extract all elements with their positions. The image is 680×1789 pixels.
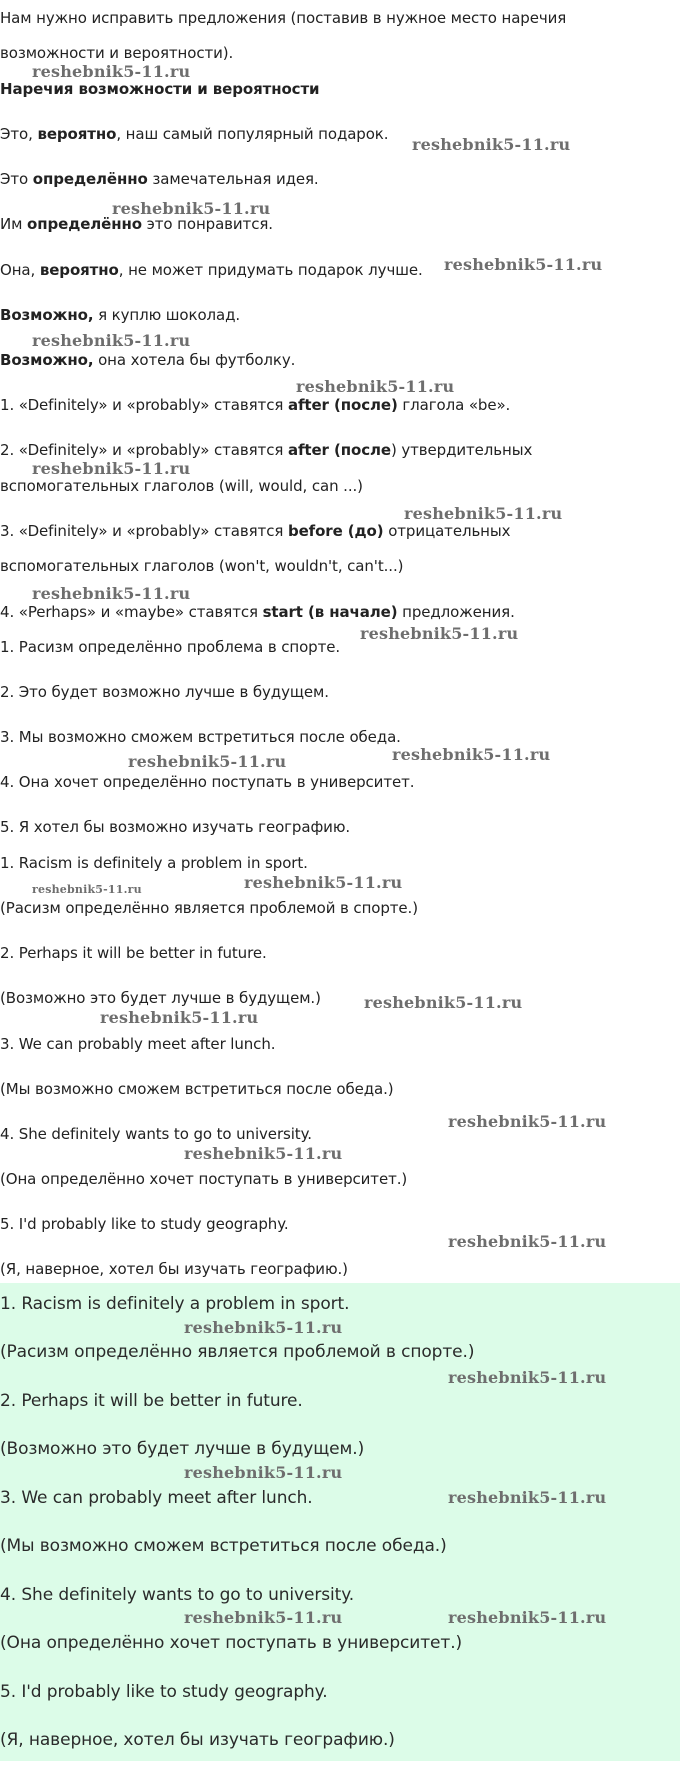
intro-line-2: возможности и вероятности). <box>0 44 234 62</box>
example-6: Возможно, она хотела бы футболку. <box>0 351 296 369</box>
watermark: reshebnik5-11.ru <box>32 62 191 81</box>
answer-box-ru: (Она определённо хочет поступать в университет.) <box>0 1633 463 1653</box>
watermark: reshebnik5-11.ru <box>112 199 271 218</box>
answer-en: 5. I'd probably like to study geography. <box>0 1215 289 1233</box>
watermark: reshebnik5-11.ru <box>412 135 571 154</box>
example-3: Им определённо это понравится. <box>0 215 273 233</box>
watermark: reshebnik5-11.ru <box>296 377 455 396</box>
watermark: reshebnik5-11.ru <box>448 1232 607 1251</box>
intro-line-1: Нам нужно исправить предложения (поставив в нужное место наречия <box>0 9 567 27</box>
section-title-text: Наречия возможности и вероятности <box>0 80 320 98</box>
watermark: reshebnik5-11.ru <box>448 1608 607 1627</box>
watermark: reshebnik5-11.ru <box>360 624 519 643</box>
watermark: reshebnik5-11.ru <box>444 255 603 274</box>
answer-box-en: 3. We can probably meet after lunch. <box>0 1488 313 1508</box>
answer-box-ru: (Мы возможно сможем встретиться после обеда.) <box>0 1536 447 1556</box>
watermark: reshebnik5-11.ru <box>100 1008 259 1027</box>
answer-box-en: 4. She definitely wants to go to university. <box>0 1585 355 1605</box>
rule-3-cont: вспомогательных глаголов (won't, wouldn't, can't...) <box>0 557 404 575</box>
answer-ru: (Она определённо хочет поступать в университет.) <box>0 1170 408 1188</box>
answer-ru: (Возможно это будет лучше в будущем.) <box>0 989 321 1007</box>
watermark: reshebnik5-11.ru <box>364 993 523 1012</box>
answer-ru: (Я, наверное, хотел бы изучать географию.) <box>0 1260 348 1278</box>
example-5: Возможно, я куплю шоколад. <box>0 306 241 324</box>
exercise-item: 2. Это будет возможно лучше в будущем. <box>0 683 329 701</box>
exercise-item: 4. Она хочет определённо поступать в университет. <box>0 773 415 791</box>
section-title <box>0 79 319 99</box>
watermark: reshebnik5-11.ru <box>32 584 191 603</box>
answer-box-en: 1. Racism is definitely a problem in sport. <box>0 1294 350 1314</box>
watermark: reshebnik5-11.ru <box>448 1112 607 1131</box>
watermark: reshebnik5-11.ru <box>184 1463 343 1482</box>
answer-en: 4. She definitely wants to go to university. <box>0 1125 312 1143</box>
rule-3: 3. «Definitely» и «probably» ставятся before (до) отрицательных <box>0 522 511 540</box>
example-1: Это, вероятно, наш самый популярный подарок. <box>0 125 389 143</box>
rule-2-cont: вспомогательных глаголов (will, would, can ...) <box>0 477 363 495</box>
exercise-item: 5. Я хотел бы возможно изучать географию. <box>0 818 351 836</box>
answer-en: 1. Racism is definitely a problem in sport. <box>0 854 308 872</box>
watermark: reshebnik5-11.ru <box>32 459 191 478</box>
exercise-item: 3. Мы возможно сможем встретиться после обеда. <box>0 728 401 746</box>
exercise-item: 1. Расизм определённо проблема в спорте. <box>0 638 341 656</box>
answer-box-ru: (Расизм определённо является проблемой в спорте.) <box>0 1342 475 1362</box>
watermark: reshebnik5-11.ru <box>448 1368 607 1387</box>
answer-ru: (Расизм определённо является проблемой в спорте.) <box>0 899 418 917</box>
watermark: reshebnik5-11.ru <box>184 1144 343 1163</box>
watermark: reshebnik5-11.ru <box>184 1608 343 1627</box>
watermark: reshebnik5-11.ru <box>32 883 142 896</box>
rule-1: 1. «Definitely» и «probably» ставятся after (после) глагола «be». <box>0 396 511 414</box>
answer-box-en: 2. Perhaps it will be better in future. <box>0 1391 303 1411</box>
watermark: reshebnik5-11.ru <box>392 745 551 764</box>
example-2: Это определённо замечательная идея. <box>0 170 319 188</box>
watermark: reshebnik5-11.ru <box>448 1488 607 1507</box>
example-4: Она, вероятно, не может придумать подарок лучше. <box>0 261 423 279</box>
answer-box-ru: (Возможно это будет лучше в будущем.) <box>0 1439 365 1459</box>
answer-box-ru: (Я, наверное, хотел бы изучать географию.) <box>0 1730 395 1750</box>
watermark: reshebnik5-11.ru <box>128 752 287 771</box>
watermark: reshebnik5-11.ru <box>184 1318 343 1337</box>
answer-en: 3. We can probably meet after lunch. <box>0 1035 276 1053</box>
answer-ru: (Мы возможно сможем встретиться после обеда.) <box>0 1080 394 1098</box>
rule-4: 4. «Perhaps» и «maybe» ставятся start (в начале) предложения. <box>0 603 515 621</box>
watermark: reshebnik5-11.ru <box>32 331 191 350</box>
watermark: reshebnik5-11.ru <box>244 873 403 892</box>
answer-en: 2. Perhaps it will be better in future. <box>0 944 267 962</box>
watermark: reshebnik5-11.ru <box>404 504 563 523</box>
rule-2: 2. «Definitely» и «probably» ставятся after (после) утвердительных <box>0 441 533 459</box>
answer-box-en: 5. I'd probably like to study geography. <box>0 1682 328 1702</box>
